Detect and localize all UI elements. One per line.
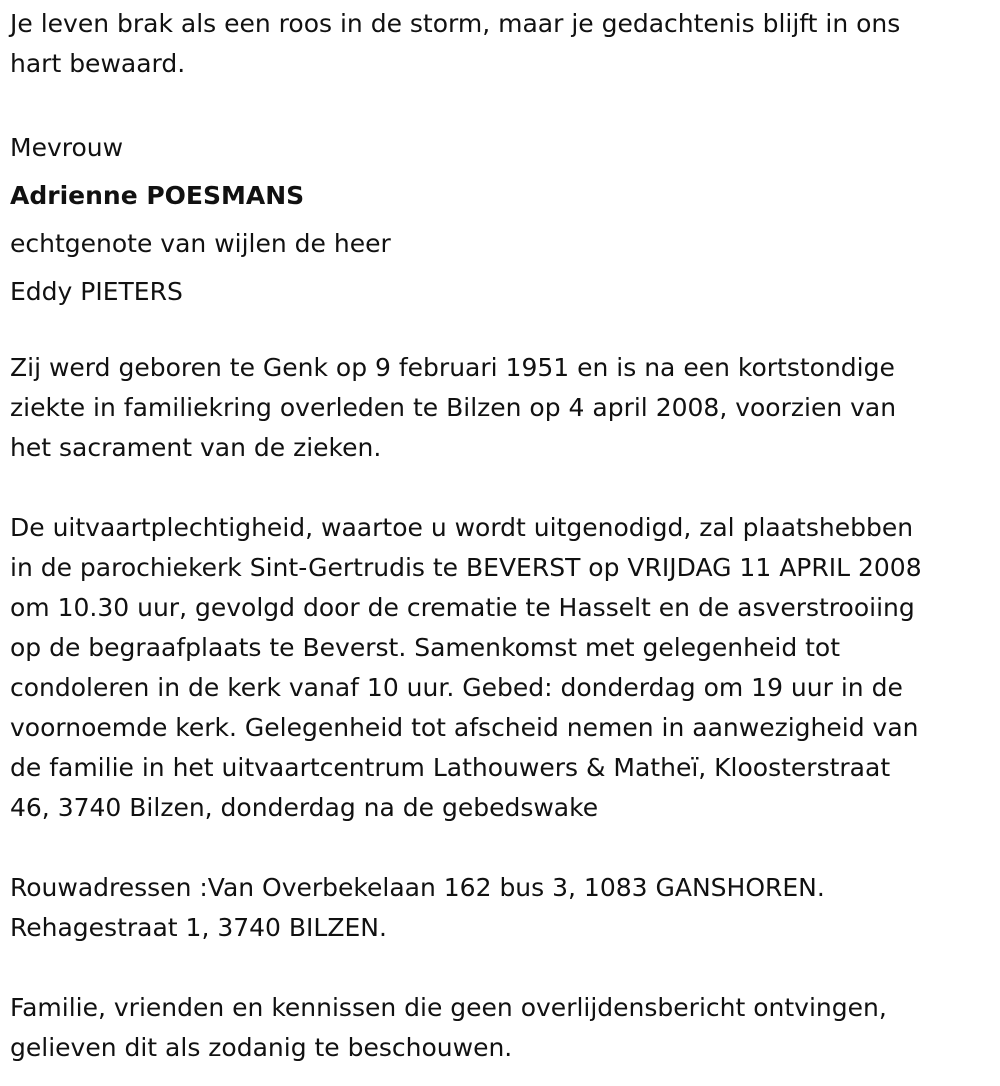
address-line: Rouwadressen :Van Overbekelaan 162 bus 3, 1083 GANSHOREN. (10, 873, 825, 902)
opening-line: Je leven brak als een roos in de storm, maar je gedachtenis blijft in ons (10, 9, 901, 38)
ceremony-paragraph (10, 508, 995, 828)
opening-line: hart bewaard. (10, 49, 186, 78)
paragraph-line: condoleren in de kerk vanaf 10 uur. Gebed: donderdag om 19 uur in de (10, 673, 903, 702)
closing-paragraph (10, 988, 995, 1068)
paragraph-line: om 10.30 uur, gevolgd door de crematie te Hasselt en de asverstrooiing (10, 593, 915, 622)
address-line: Rehagestraat 1, 3740 BILZEN. (10, 913, 387, 942)
spouse-name: Eddy PIETERS (10, 277, 183, 306)
paragraph-line: voornoemde kerk. Gelegenheid tot afscheid nemen in aanwezigheid van (10, 713, 919, 742)
paragraph-line: 46, 3740 Bilzen, donderdag na de gebedswake (10, 793, 599, 822)
birth-death-paragraph (10, 348, 995, 468)
paragraph-line: op de begraafplaats te Beverst. Samenkomst met gelegenheid tot (10, 633, 841, 662)
salutation: Mevrouw (10, 133, 124, 162)
deceased-name: Adrienne POESMANS (10, 181, 305, 210)
paragraph-line: Zij werd geboren te Genk op 9 februari 1951 en is na een kortstondige (10, 353, 895, 382)
opening-verse (10, 4, 995, 84)
death-notice (10, 0, 995, 1068)
paragraph-line: gelieven dit als zodanig te beschouwen. (10, 1033, 513, 1062)
paragraph-line: Familie, vrienden en kennissen die geen overlijdensbericht ontvingen, (10, 993, 887, 1022)
paragraph-line: het sacrament van de zieken. (10, 433, 382, 462)
mourning-addresses (10, 868, 995, 948)
paragraph-line: De uitvaartplechtigheid, waartoe u wordt uitgenodigd, zal plaatshebben (10, 513, 914, 542)
paragraph-line: ziekte in familiekring overleden te Bilzen op 4 april 2008, voorzien van (10, 393, 897, 422)
paragraph-line: in de parochiekerk Sint-Gertrudis te BEVERST op VRIJDAG 11 APRIL 2008 (10, 553, 922, 582)
relation-text: echtgenote van wijlen de heer (10, 229, 391, 258)
paragraph-line: de familie in het uitvaartcentrum Lathouwers & Matheï, Kloosterstraat (10, 753, 891, 782)
